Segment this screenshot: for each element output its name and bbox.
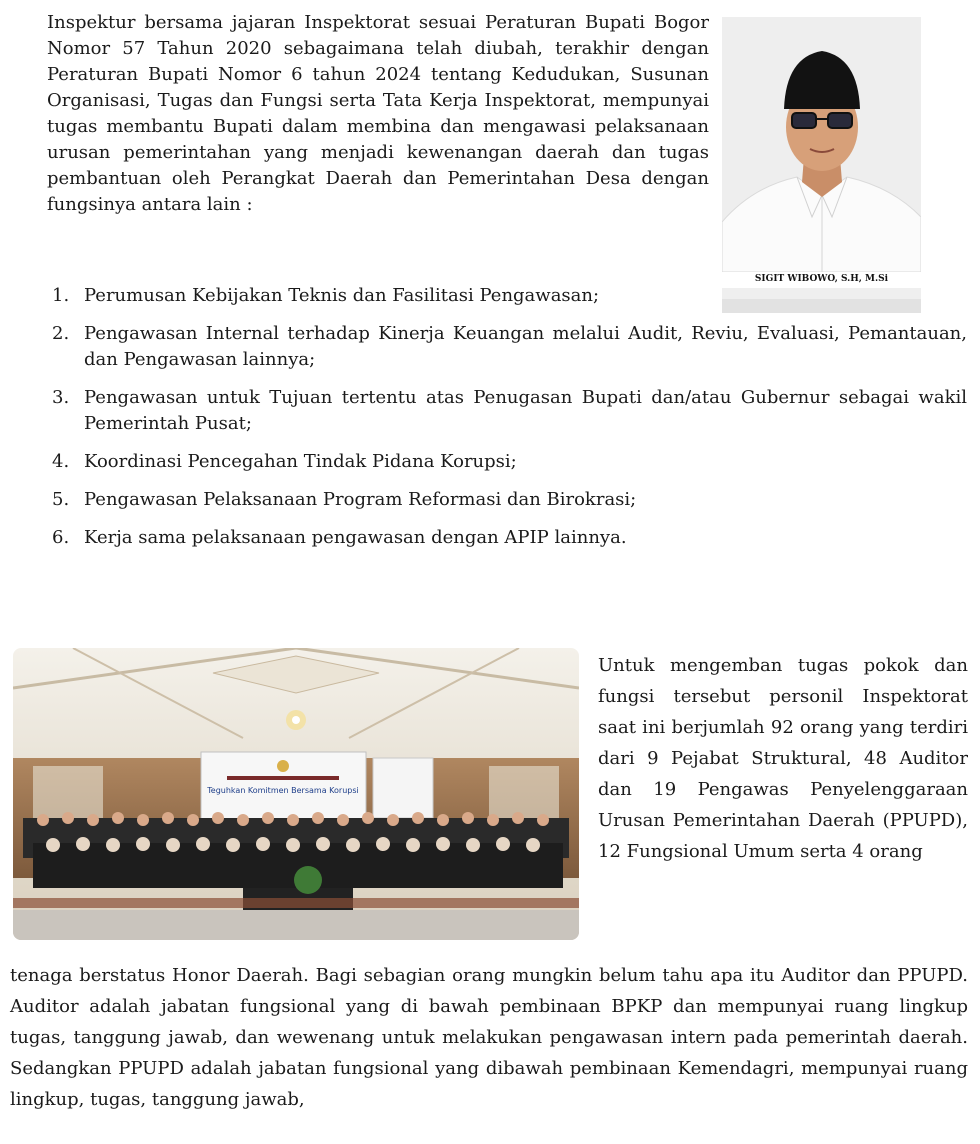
functions-list xyxy=(52,283,967,563)
group-photo-illustration xyxy=(13,648,579,940)
side-paragraph: Untuk mengemban tugas pokok dan fungsi tersebut personil Inspektorat saat ini berjumlah 92 orang yang terdiri dari 9 Pejabat Struktural, 48 Auditor dan 19 Pengawas Penyelenggaraan Urusan Pemerintahan Daerah (PPUPD), 12 Fungsional Umum serta 4 orang xyxy=(598,655,968,862)
continued-paragraph: tenaga berstatus Honor Daerah. Bagi sebagian orang mungkin belum tahu apa itu Auditor dan PPUPD. Auditor adalah jabatan fungsional yang di bawah pembinaan BPKP dan mempunyai ruang lingkup tugas, tanggung jawab, dan wewenang untuk melakukan pengawasan intern pada pemerintah daerah. Sedangkan PPUPD adalah jabatan fungsional yang dibawah pembinaan Kemendagri, mempunyai ruang lingkup, tugas, tanggung jawab, xyxy=(10,965,968,1110)
banner-text: Teguhkan Komitmen Bersama Korupsi xyxy=(207,786,359,795)
intro-paragraph: Inspektur bersama jajaran Inspektorat sesuai Peraturan Bupati Bogor Nomor 57 Tahun 2020 sebagaimana telah diubah, terakhir dengan Peraturan Bupati Nomor 6 tahun 2024 tentang Kedudukan, Susunan Organisasi, Tugas dan Fungsi serta Tata Kerja Inspektorat, mempunyai tugas membantu Bupati dalam membina dan mengawasi pelaksanaan urusan pemerintahan yang menjadi kewenangan daerah dan tugas pembantuan oleh Perangkat Daerah dan Pemerintahan Desa dengan fungsinya antara lain : xyxy=(47,12,709,215)
group-photo xyxy=(13,648,579,940)
list-item xyxy=(52,385,967,437)
list-number: 3. xyxy=(52,387,70,408)
list-text: Pengawasan untuk Tujuan tertentu atas Penugasan Bupati dan/atau Gubernur sebagai wakil Pemerintah Pusat; xyxy=(84,387,967,434)
list-text: Pengawasan Pelaksanaan Program Reformasi dan Birokrasi; xyxy=(84,489,637,510)
list-item xyxy=(52,321,967,373)
portrait-photo xyxy=(722,17,921,313)
list-number: 4. xyxy=(52,451,70,472)
list-text: Perumusan Kebijakan Teknis dan Fasilitasi Pengawasan; xyxy=(84,285,600,306)
list-number: 5. xyxy=(52,489,70,510)
list-text: Kerja sama pelaksanaan pengawasan dengan APIP lainnya. xyxy=(84,527,627,548)
portrait-illustration xyxy=(722,17,921,313)
list-item xyxy=(52,283,967,309)
list-number: 2. xyxy=(52,323,70,344)
portrait-caption: SIGIT WIBOWO, S.H, M.Si xyxy=(754,274,889,284)
list-text: Pengawasan Internal terhadap Kinerja Keuangan melalui Audit, Reviu, Evaluasi, Pemantauan, dan Pengawasan lainnya; xyxy=(84,323,967,370)
list-item xyxy=(52,525,967,551)
list-text: Koordinasi Pencegahan Tindak Pidana Korupsi; xyxy=(84,451,517,472)
list-number: 6. xyxy=(52,527,70,548)
list-item xyxy=(52,449,967,475)
list-number: 1. xyxy=(52,285,70,306)
list-item xyxy=(52,487,967,513)
